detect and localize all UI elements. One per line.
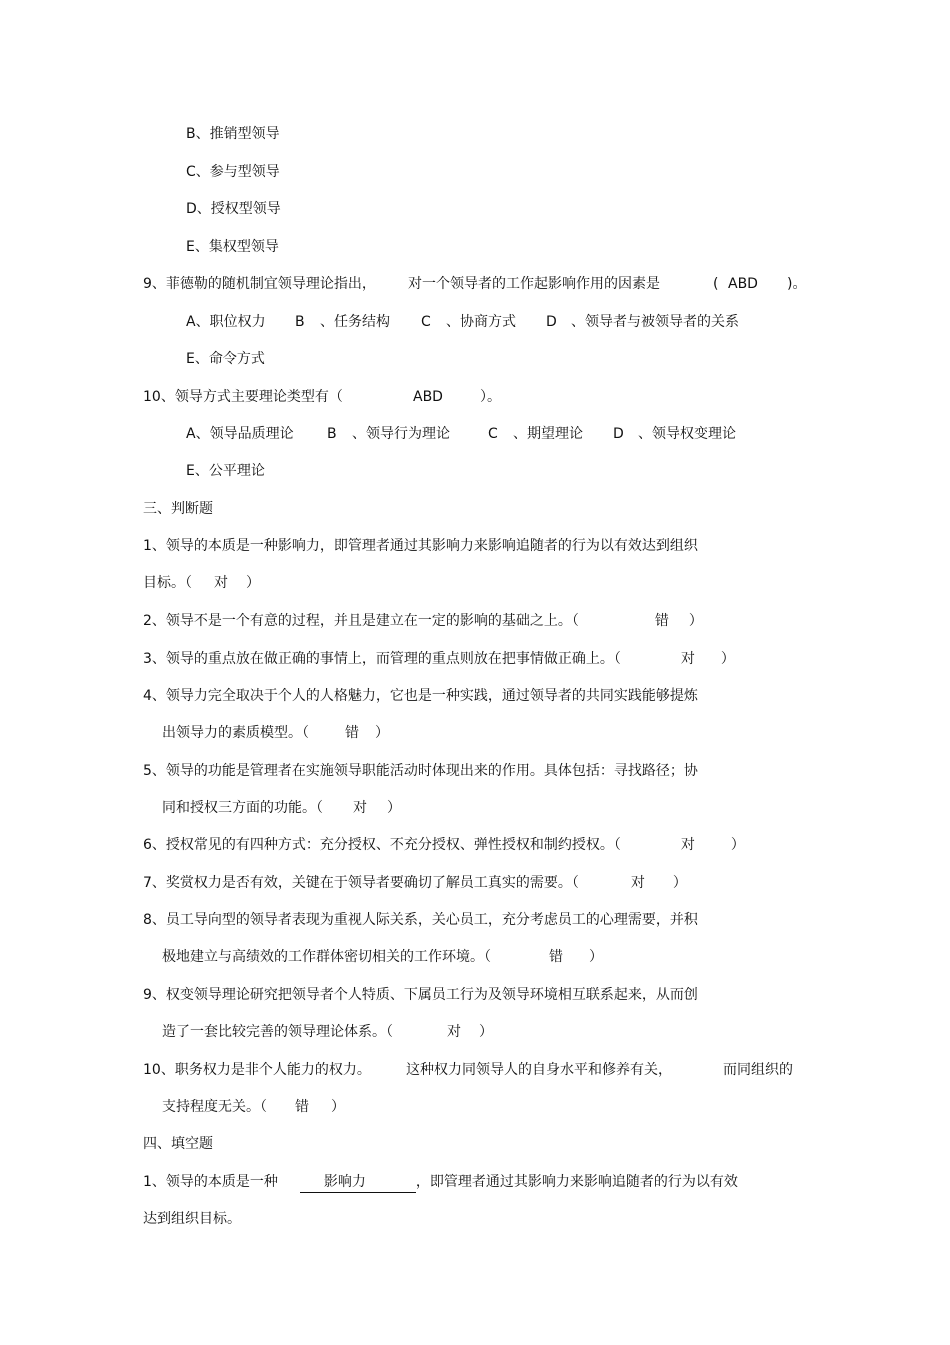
tf-4-line1: 4、领导力完全取决于个人的人格魅力，它也是一种实践，通过领导者的共同实践能够提炼 [143,688,698,704]
tf-7: 7、奖赏权力是否有效，关键在于领导者要确切了解员工真实的需要。（ 对 ） [143,875,687,891]
q9-answer: ABD [728,276,758,292]
q9-opt-d-text: 、领导者与被领导者的关系 [571,314,739,330]
q10-opt-a: A、领导品质理论 [186,426,294,442]
tf-5-line1: 5、领导的功能是管理者在实施领导职能活动时体现出来的作用。具体包括：寻找路径；协 [143,763,698,779]
q10-opt-d-letter: D [613,426,624,442]
tf-10-line1a: 10、职务权力是非个人能力的权力。 [143,1062,371,1078]
tf-3: 3、领导的重点放在做正确的事情上，而管理的重点则放在把事情做正确上。（ 对 ） [143,651,735,667]
tf-3-answer: 对 [680,651,695,667]
q10-answer: ABD [413,389,443,405]
q10-opt-b-letter: B [327,426,337,442]
fill-1-line1: 1、领导的本质是一种 影响力 ，即管理者通过其影响力来影响追随者的行为以有效 [143,1172,738,1193]
option-b: B、推销型领导 [186,126,280,142]
q10-opt-c-letter: C [488,426,498,442]
tf-6-answer: 对 [680,837,695,853]
q9-opt-a: A、职位权力 [186,314,266,330]
tf-4-answer: 错 [345,725,359,741]
q10-paren-close: ）。 [480,389,501,405]
q10-opt-e: E、公平理论 [186,463,265,479]
q9-opt-c-letter: C [421,314,431,330]
tf-9-answer: 对 [447,1024,461,1040]
tf-10-answer: 错 [295,1099,309,1115]
q9-opt-b-letter: B [295,314,305,330]
tf-10-line1b: 这种权力同领导人的自身水平和修养有关， [406,1062,672,1078]
tf-1-line2: 目标。（ 对 ） [143,575,260,591]
tf-4-line2: 出领导力的素质模型。（ 错 ） [162,725,389,741]
tf-10-line2: 支持程度无关。（ 错 ） [162,1099,345,1115]
option-e: E、集权型领导 [186,239,279,255]
tf-2-answer: 错 [654,613,669,629]
q10-opt-d-text: 、领导权变理论 [638,426,736,442]
q9-opt-c-text: 、协商方式 [446,314,516,330]
q10-opt-c-text: 、期望理论 [513,426,583,442]
tf-10-line1c: 而同组织的 [723,1062,793,1078]
tf-8-answer: 错 [549,949,563,965]
tf-9-line1: 9、权变领导理论研究把领导者个人特质、下属员工行为及领导环境相互联系起来，从而创 [143,987,698,1003]
q9-opt-e: E、命令方式 [186,351,265,367]
q10-stem: 10、领导方式主要理论类型有（ [143,389,343,405]
tf-9-line2: 造了一套比较完善的领导理论体系。（ 对 ） [162,1024,493,1040]
option-c: C、参与型领导 [186,164,280,180]
tf-2: 2、领导不是一个有意的过程，并且是建立在一定的影响的基础之上。（ 错 ） [143,613,703,629]
tf-7-answer: 对 [630,875,645,891]
q10-opt-b-text: 、领导行为理论 [352,426,450,442]
fill-1-blank: 影响力 [300,1172,416,1193]
section-title: 三、判断题 [143,501,213,517]
q9-paren-close: )。 [787,276,807,292]
tf-6: 6、授权常见的有四种方式：充分授权、不充分授权、弹性授权和制约授权。（ 对 ） [143,837,745,853]
q9-paren-open: ( [713,276,719,292]
tf-8-line1: 8、员工导向型的领导者表现为重视人际关系，关心员工，充分考虑员工的心理需要，并积 [143,912,698,928]
q9-stem-b: 对一个领导者的工作起影响作用的因素是 [408,276,660,292]
tf-5-answer: 对 [353,800,367,816]
tf-8-line2: 极地建立与高绩效的工作群体密切相关的工作环境。（ 错 ） [162,949,603,965]
section-title-fill: 四、填空题 [143,1136,213,1152]
q9-opt-d-letter: D [546,314,557,330]
tf-5-line2: 同和授权三方面的功能。（ 对 ） [162,800,401,816]
q9-opt-b-text: 、任务结构 [320,314,390,330]
tf-1-line1: 1、领导的本质是一种影响力，即管理者通过其影响力来影响追随者的行为以有效达到组织 [143,538,698,554]
q9-stem-a: 9、菲德勒的随机制宜领导理论指出， [143,276,376,292]
fill-1-line2: 达到组织目标。 [143,1211,241,1227]
option-d: D、授权型领导 [186,201,281,217]
tf-1-answer: 对 [214,575,228,591]
